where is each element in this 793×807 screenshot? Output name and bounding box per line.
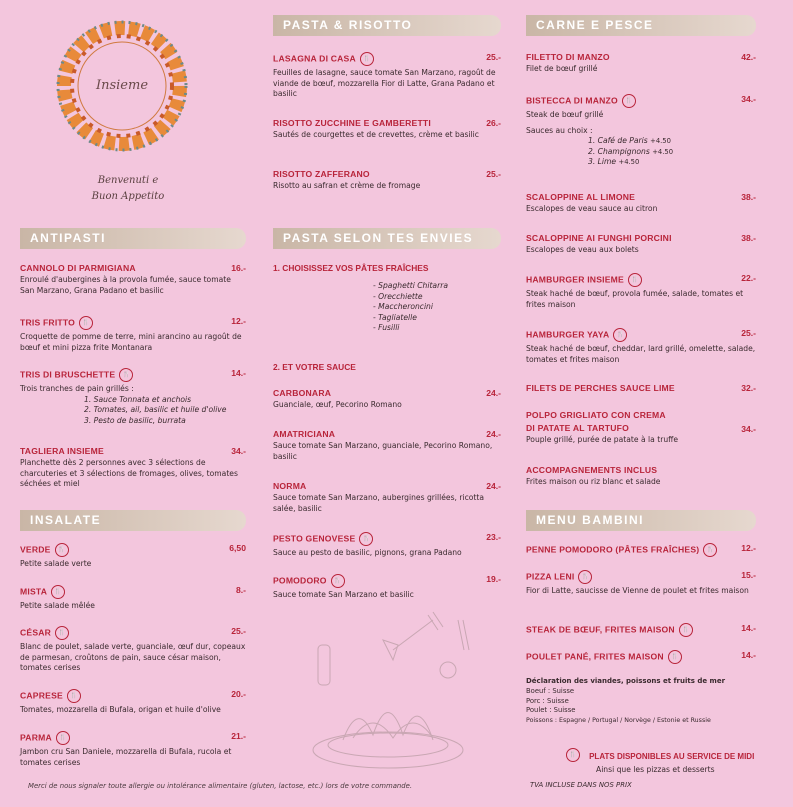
menu-item: PARMA 🍴 21.- Jambon cru San Daniele, mozzarella di Bufala, rucola et tomates cerises bbox=[20, 731, 246, 767]
menu-item: ACCOMPAGNEMENTS INCLUS Frites maison ou riz blanc et salade bbox=[526, 465, 661, 486]
fork-icon: 🍴 bbox=[51, 585, 65, 599]
menu-item: CANNOLO DI PARMIGIANA 16.- Enroulé d'aubergines à la provola fumée, sauce tomate San Marzano, Grana Padano et basilic bbox=[20, 263, 246, 295]
menu-item: TAGLIERA INSIEME 34.- Planchette dès 2 personnes avec 3 sélections de charcuteries et 3 sélections de fromages, olives, tomates séchées et miel bbox=[20, 446, 246, 488]
fork-icon: 🍴 bbox=[359, 532, 373, 546]
fork-icon: 🍴 bbox=[56, 731, 70, 745]
step-1-label: 1. CHOISISSEZ VOS PÂTES FRAÎCHES bbox=[273, 263, 429, 273]
menu-item: SCALOPPINE AL LIMONE 38.- Escalopes de veau sauce au citron bbox=[526, 192, 756, 213]
fork-icon: 🍴 bbox=[119, 368, 133, 382]
menu-item: RISOTTO ZUCCHINE E GAMBERETTI 26.- Sautés de courgettes et de crevettes, crème et basilic bbox=[273, 118, 501, 139]
carne-header: CARNE E PESCE bbox=[526, 15, 756, 36]
logo-text: Insieme bbox=[95, 78, 149, 93]
menu-item: NORMA 24.- Sauce tomate San Marzano, aubergines grillées, ricotta salée, basilic bbox=[273, 481, 501, 513]
fork-icon: 🍴 bbox=[566, 748, 580, 762]
allergy-note: Merci de nous signaler toute allergie ou intolérance alimentaire (gluten, lactose, etc.) lors de votre commande. bbox=[28, 782, 413, 790]
logo bbox=[56, 20, 188, 152]
bambini-header: MENU BAMBINI bbox=[526, 510, 756, 531]
antipasti-header: ANTIPASTI bbox=[20, 228, 246, 249]
fork-icon: 🍴 bbox=[79, 316, 93, 330]
menu-item: POULET PANÉ, FRITES MAISON 🍴 14.- bbox=[526, 650, 756, 664]
fork-icon: 🍴 bbox=[578, 570, 592, 584]
declaration-block: Déclaration des viandes, poissons et fruits de mer Boeuf : Suisse Porc : Suisse Poulet : Suisse Poissons : Espagne / Portugal / Norvège / Estonie et Russie bbox=[526, 677, 726, 724]
fork-icon: 🍴 bbox=[360, 52, 374, 66]
pasta-header: PASTA & RISOTTO bbox=[273, 15, 501, 36]
menu-item: STEAK DE BŒUF, FRITES MAISON 🍴 14.- bbox=[526, 623, 756, 637]
fork-icon: 🍴 bbox=[67, 689, 81, 703]
fork-icon: 🍴 bbox=[55, 543, 69, 557]
menu-item: CAPRESE 🍴 20.- Tomates, mozzarella di Bufala, origan et huile d'olive bbox=[20, 689, 246, 714]
menu-item: POLPO GRIGLIATO CON CREMA DI PATATE AL TARTUFO 34.- Pouple grillé, purée de patate à la truffe bbox=[526, 410, 756, 444]
menu-item: SCALOPPINE AI FUNGHI PORCINI 38.- Escalopes de veau aux bolets bbox=[526, 233, 756, 254]
menu-item: RISOTTO ZAFFERANO 25.- Risotto au safran et crème de fromage bbox=[273, 169, 501, 190]
menu-item: LASAGNA DI CASA 🍴 25.- Feuilles de lasagne, sauce tomate San Marzano, ragoût de viande de bœuf, mozzarella Fior di Latte, Grana Padano et basilic bbox=[273, 52, 501, 98]
menu-item: MISTA 🍴 8.- Petite salade mêlée bbox=[20, 585, 246, 610]
fork-icon: 🍴 bbox=[622, 94, 636, 108]
menu-item: POMODORO 🍴 19.- Sauce tomate San Marzano et basilic bbox=[273, 574, 501, 599]
menu-item: AMATRICIANA 24.- Sauce tomate San Marzano, guanciale, Pecorino Romano, basilic bbox=[273, 429, 501, 461]
fork-icon: 🍴 bbox=[703, 543, 717, 557]
fork-icon: 🍴 bbox=[668, 650, 682, 664]
menu-item: TRIS DI BRUSCHETTE 🍴 14.- Trois tranches de pain grillés : 1. Sauce Tonnata et anchois 2. Tomates, ail, basilic et huile d'olive 3. Pesto de basilic, burrata bbox=[20, 368, 246, 425]
menu-item: VERDE 🍴 6,50 Petite salade verte bbox=[20, 543, 246, 568]
selon-header: PASTA SELON TES ENVIES bbox=[273, 228, 501, 249]
menu-item: FILETTO DI MANZO 42.- Filet de bœuf grillé bbox=[526, 52, 756, 73]
midi-block: 🍴 PLATS DISPONIBLES AU SERVICE DE MIDI Ainsi que les pizzas et desserts bbox=[526, 744, 756, 776]
fork-icon: 🍴 bbox=[613, 328, 627, 342]
welcome-line-2: Buon Appetito bbox=[91, 191, 165, 202]
step-2-label: 2. ET VOTRE SAUCE bbox=[273, 362, 356, 372]
menu-item: HAMBURGER YAYA 🍴 25.- Steak haché de bœuf, cheddar, lard grillé, omelette, salade, tomates et frites maison bbox=[526, 328, 756, 364]
pasta-list: - Spaghetti Chitarra - Orecchiette - Maccheroncini - Tagliatelle - Fusilli bbox=[373, 281, 448, 332]
menu-item: HAMBURGER INSIEME 🍴 22.- Steak haché de bœuf, provola fumée, salade, tomates et frites maison bbox=[526, 273, 756, 309]
menu-item: BISTECCA DI MANZO 🍴 34.- Steak de bœuf grillé Sauces au choix : 1. Café de Paris +4.50 2. Champignons +4.50 3. Lime +4.50 bbox=[526, 94, 756, 166]
pasta-illustration bbox=[273, 610, 501, 780]
menu-item: CARBONARA 24.- Guanciale, œuf, Pecorino Romano bbox=[273, 388, 501, 409]
menu-item: PIZZA LENI 🍴 15.- Fior di Latte, saucisse de Vienne de poulet et frites maison bbox=[526, 570, 756, 595]
menu-item: PENNE POMODORO (PÂTES FRAÎCHES) 🍴 12.- bbox=[526, 543, 756, 557]
tva-note: TVA INCLUSE DANS NOS PRIX bbox=[530, 781, 632, 789]
menu-item: TRIS FRITTO 🍴 12.- Croquette de pomme de terre, mini arancino au ragoût de bœuf et mini pizza frite Montanara bbox=[20, 316, 246, 352]
menu-item: CÉSAR 🍴 25.- Blanc de poulet, salade verte, guanciale, œuf dur, copeaux de parmesan, croûtons de pain, sauce césar maison, tomates cerises bbox=[20, 626, 246, 672]
menu-item: FILETS DE PERCHES SAUCE LIME 32.- bbox=[526, 383, 756, 393]
fork-icon: 🍴 bbox=[628, 273, 642, 287]
menu-item: PESTO GENOVESE 🍴 23.- Sauce au pesto de basilic, pignons, grana Padano bbox=[273, 532, 501, 557]
insalate-header: INSALATE bbox=[20, 510, 246, 531]
fork-icon: 🍴 bbox=[679, 623, 693, 637]
fork-icon: 🍴 bbox=[55, 626, 69, 640]
welcome-line-1: Benvenuti e bbox=[97, 175, 159, 186]
fork-icon: 🍴 bbox=[331, 574, 345, 588]
